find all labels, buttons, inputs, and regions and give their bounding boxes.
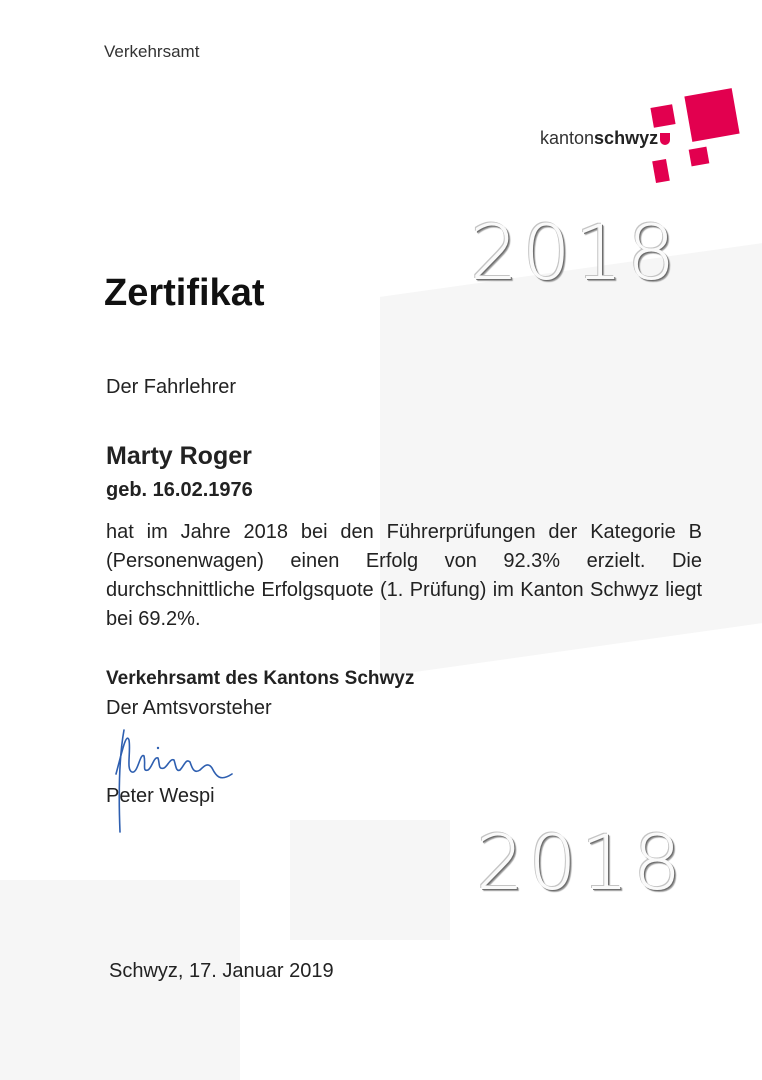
logo-wordmark: [540, 128, 670, 149]
place-and-date: Schwyz, 17. Januar 2019: [109, 960, 334, 982]
logo-square: [689, 147, 710, 167]
logo-square: [650, 104, 675, 128]
intro-text: Der Fahrlehrer: [106, 376, 237, 398]
issuing-office: Verkehrsamt des Kantons Schwyz: [106, 668, 415, 689]
logo-text-light: kanton: [540, 128, 595, 148]
year-watermark-bottom: 2018: [476, 818, 686, 907]
recipient-birthdate: geb. 16.02.1976: [106, 479, 253, 501]
recipient-name: Marty Roger: [106, 442, 252, 470]
logo-square: [652, 159, 670, 183]
logo-square: [684, 88, 739, 142]
certificate-title: Zertifikat: [104, 272, 265, 314]
signer-role: Der Amtsvorsteher: [106, 697, 272, 719]
background-shape: [290, 820, 450, 940]
shield-icon: [660, 133, 670, 145]
year-watermark-top: 2018: [470, 208, 680, 297]
certificate-body: hat im Jahre 2018 bei den Führerprüfungen der Kategorie B (Personenwagen) einen Erfolg von 92.3% erzielt. Die durchschnittliche Erfolgsquote (1. Prüfung) im Kanton Schwyz liegt bei 69.2%.: [106, 521, 702, 630]
logo-text-bold: schwyz: [594, 128, 659, 148]
handwritten-signature: [96, 712, 246, 842]
signer-name: Peter Wespi: [106, 785, 215, 807]
sender-office: Verkehrsamt: [104, 42, 200, 61]
kanton-schwyz-logo: [540, 92, 740, 187]
